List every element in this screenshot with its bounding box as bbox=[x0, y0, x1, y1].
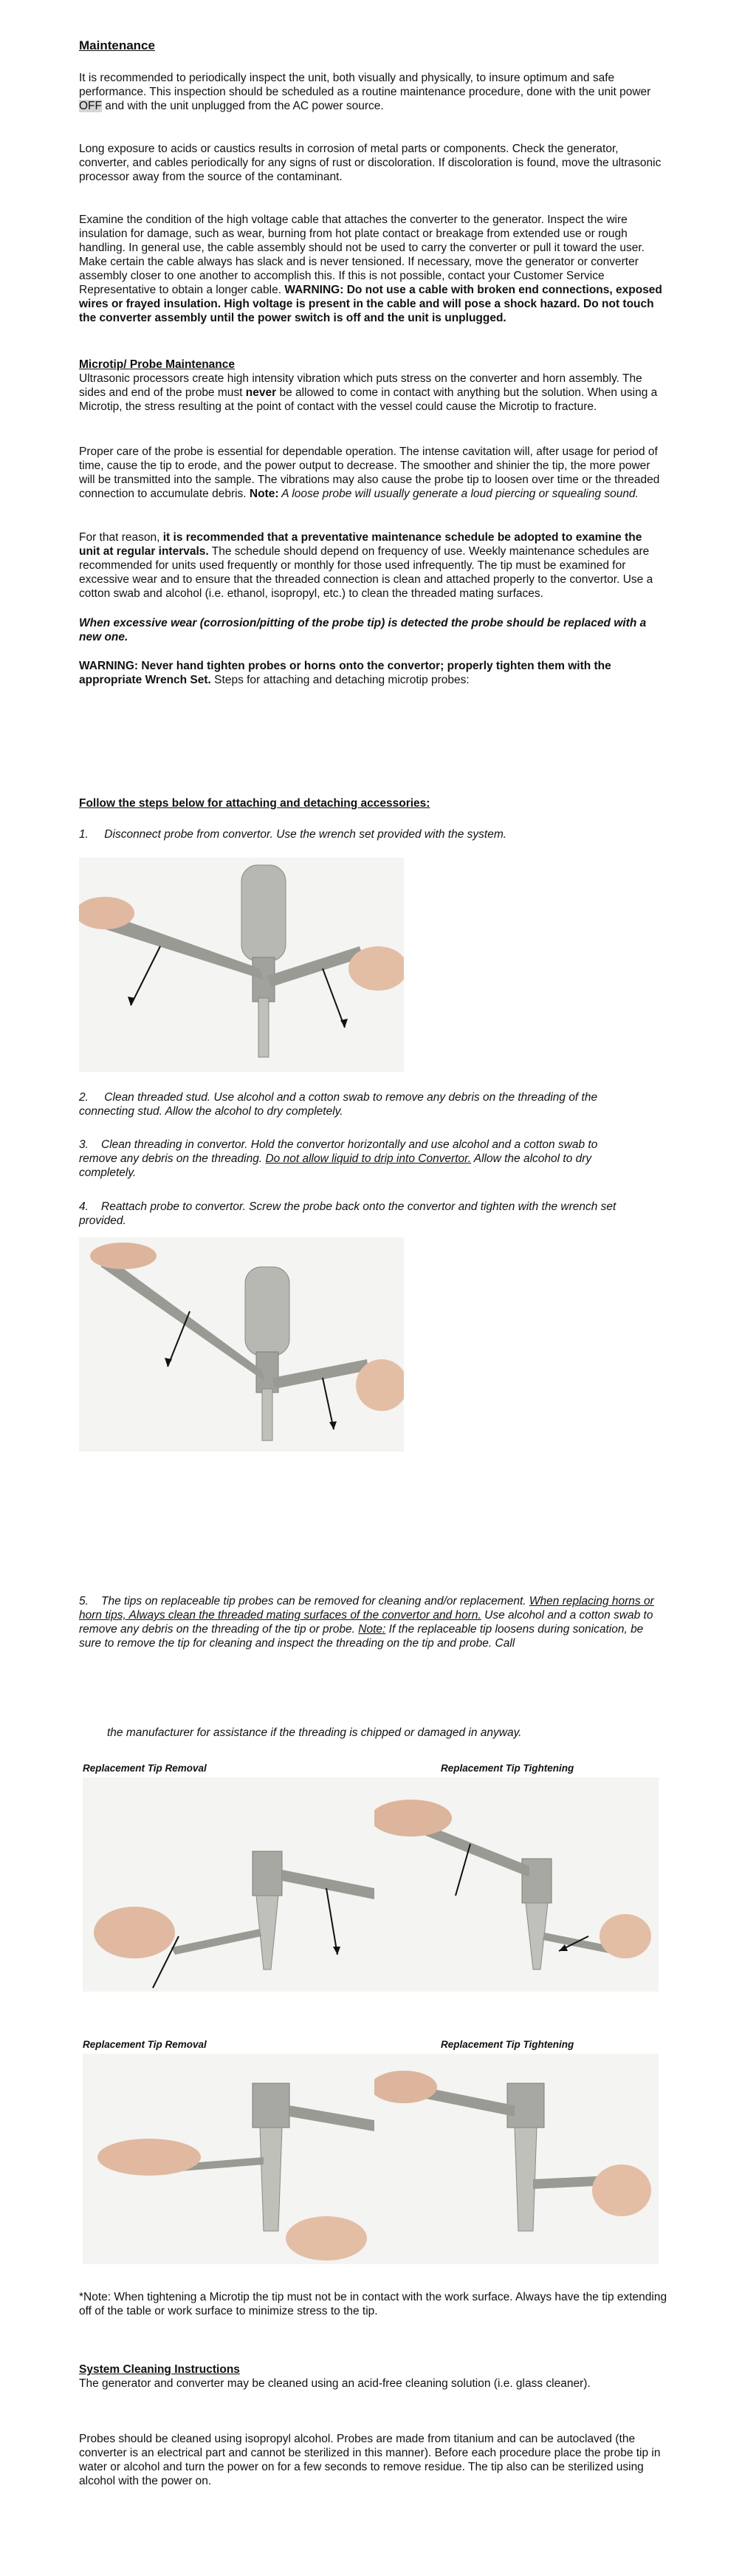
microtip-footnote: *Note: When tightening a Microtip the tip must not be in contact with the work surface. Always have the tip extending off of the table or work surface to minimize stress to the tip. bbox=[79, 2291, 667, 2317]
paragraph-cable: Examine the condition of the high voltage cable that attaches the converter to the generator. Inspect the wire insulation for damage, such as wear, burning from hot plate contact or breakage from extended use or rough handling. In general use, the cable assembly should not be used to carry the converter or pull it toward the user. Make certain the cable always has slack and is never tensioned. If necessary, move the generator or converter assembly closer to one another to accomplish this. If this is not possible, contact your Customer Service Representative to obtain a longer cable. WARNING: Do not use a cable with broken end connections, exposed wires or frayed insulation. High voltage is present in the cable and will pose a shock hazard. Do not touch the converter assembly until the power switch is off and the unit is unplugged. bbox=[79, 213, 662, 324]
paragraph-wrench-warning: WARNING: Never hand tighten probes or horns onto the convertor; properly tighten them with the appropriate Wrench Set. Steps for attaching and detaching microtip probes: bbox=[79, 660, 611, 686]
step-2: 2. Clean threaded stud. Use alcohol and a cotton swab to remove any debris on the threading of the connecting stud. Allow the alcohol to dry completely. bbox=[79, 1091, 598, 1118]
off-highlight: OFF bbox=[79, 100, 102, 112]
wrench-reattach-illustration bbox=[79, 1237, 404, 1452]
tip-tightening-illustration-1 bbox=[374, 1777, 659, 1992]
step-3: 3. Clean threading in convertor. Hold the convertor horizontally and use alcohol and a cotton swab to remove any debris on the threading. Do not allow liquid to drip into Convertor. Allow the alcohol to dry completely. bbox=[79, 1138, 598, 1179]
paragraph-excessive-wear: When excessive wear (corrosion/pitting of the probe tip) is detected the probe should be replaced with a new one. bbox=[79, 617, 647, 643]
paragraph-inspection: It is recommended to periodically inspect the unit, both visually and physically, to insure optimum and safe performance. This inspection should be scheduled as a routine maintenance procedure, done with the unit power OFF and with the unit unplugged from the AC power source. bbox=[79, 72, 651, 112]
step-5: 5. The tips on replaceable tip probes can be removed for cleaning and/or replacement. When replacing horns or horn tips, Always clean the threaded mating surfaces of the convertor and horn. Use alcohol and a cotton swab to remove any debris on the threading of the tip or probe. Note: If the replaceable tip loosens during sonication, be sure to remove the tip for cleaning and inspect the threading on the tip and probe. Call bbox=[79, 1595, 654, 1650]
wrench-disconnect-illustration bbox=[79, 858, 404, 1072]
photo-tip-tightening-2 bbox=[374, 2054, 659, 2264]
probe-maintenance-heading: Microtip/ Probe Maintenance bbox=[79, 358, 236, 371]
paragraph-probe-care: Proper care of the probe is essential for dependable operation. The intense cavitation will, after usage for period of time, cause the tip to erode, and the power output to decrease. The smoother and shinier the tip, the more power will be transmitted into the sample. The vibrations may also cause the probe tip to loosen over time or the threaded connection to accumulate debris. Note: A loose probe will usually generate a loud piercing or squealing sound. bbox=[79, 445, 660, 500]
maintenance-title: Maintenance bbox=[79, 38, 155, 52]
photo-tip-removal-2 bbox=[83, 2054, 374, 2264]
photo-tip-removal-1 bbox=[83, 1777, 374, 1992]
paragraph-probe: Microtip/ Probe Maintenance Ultrasonic processors create high intensity vibration which puts stress on the converter and horn assembly. The sides and end of the probe must never be allowed to come in contact with anything but the solution. When using a Microtip, the stress resulting at the point of contact with the vessel could cause the Microtip to fracture. bbox=[79, 358, 658, 413]
caption-tip-removal-1: Replacement Tip Removal bbox=[83, 1763, 207, 1774]
system-cleaning-heading: System Cleaning Instructions bbox=[79, 2363, 240, 2376]
tip-tightening-illustration-2 bbox=[374, 2054, 659, 2264]
paragraph-schedule: For that reason, it is recommended that a preventative maintenance schedule be adopted to examine the unit at regular intervals. The schedule should depend on frequency of use. Weekly maintenance schedules are recommended for units used frequently or monthly for those used infrequently. The tip must be examined for excessive wear and to ensure that the threaded connection is clean and attached properly to the convertor. Use a cotton swab and alcohol (i.e. ethanol, isopropyl, etc.) to clean the threaded mating surfaces. bbox=[79, 531, 653, 600]
step-1: 1. Disconnect probe from convertor. Use the wrench set provided with the system. bbox=[79, 828, 507, 841]
caption-tip-tightening-1: Replacement Tip Tightening bbox=[441, 1763, 574, 1774]
caption-tip-removal-2: Replacement Tip Removal bbox=[83, 2039, 207, 2050]
photo-reattach-probe bbox=[79, 1237, 404, 1452]
photo-disconnect-probe bbox=[79, 858, 404, 1072]
tip-removal-illustration-2 bbox=[83, 2054, 374, 2264]
cable-warning: WARNING: Do not use a cable with broken end connections, exposed wires or frayed insulation. High voltage is present in the cable and will pose a shock hazard. Do not touch the converter assembly until the power switch is off and the unit is unplugged. bbox=[79, 284, 662, 324]
paragraph-cleaning: System Cleaning Instructions The generator and converter may be cleaned using an acid-free cleaning solution (i.e. glass cleaner). bbox=[79, 2363, 591, 2390]
tip-removal-illustration-1 bbox=[83, 1777, 374, 1992]
paragraph-corrosion: Long exposure to acids or caustics results in corrosion of metal parts or components. Check the generator, converter, and cables periodically for any signs of rust or discoloration. If discoloration is found, move the ultrasonic processor away from the source of the contaminant. bbox=[79, 143, 662, 183]
step-5-continued: the manufacturer for assistance if the threading is chipped or damaged in anyway. bbox=[107, 1726, 522, 1739]
photo-tip-tightening-1 bbox=[374, 1777, 659, 1992]
paragraph-probe-cleaning: Probes should be cleaned using isopropyl alcohol. Probes are made from titanium and can be autoclaved (the converter is an electrical part and cannot be sterilized in this manner). Before each procedure place the probe tip in water or alcohol and turn the power on for a few seconds to remove residue. The tip also can be sterilized using alcohol with the power on. bbox=[79, 2433, 661, 2487]
steps-heading: Follow the steps below for attaching and detaching accessories: bbox=[79, 797, 430, 810]
caption-tip-tightening-2: Replacement Tip Tightening bbox=[441, 2039, 574, 2050]
step-4: 4. Reattach probe to convertor. Screw the probe back onto the convertor and tighten with the wrench set provided. bbox=[79, 1200, 616, 1227]
